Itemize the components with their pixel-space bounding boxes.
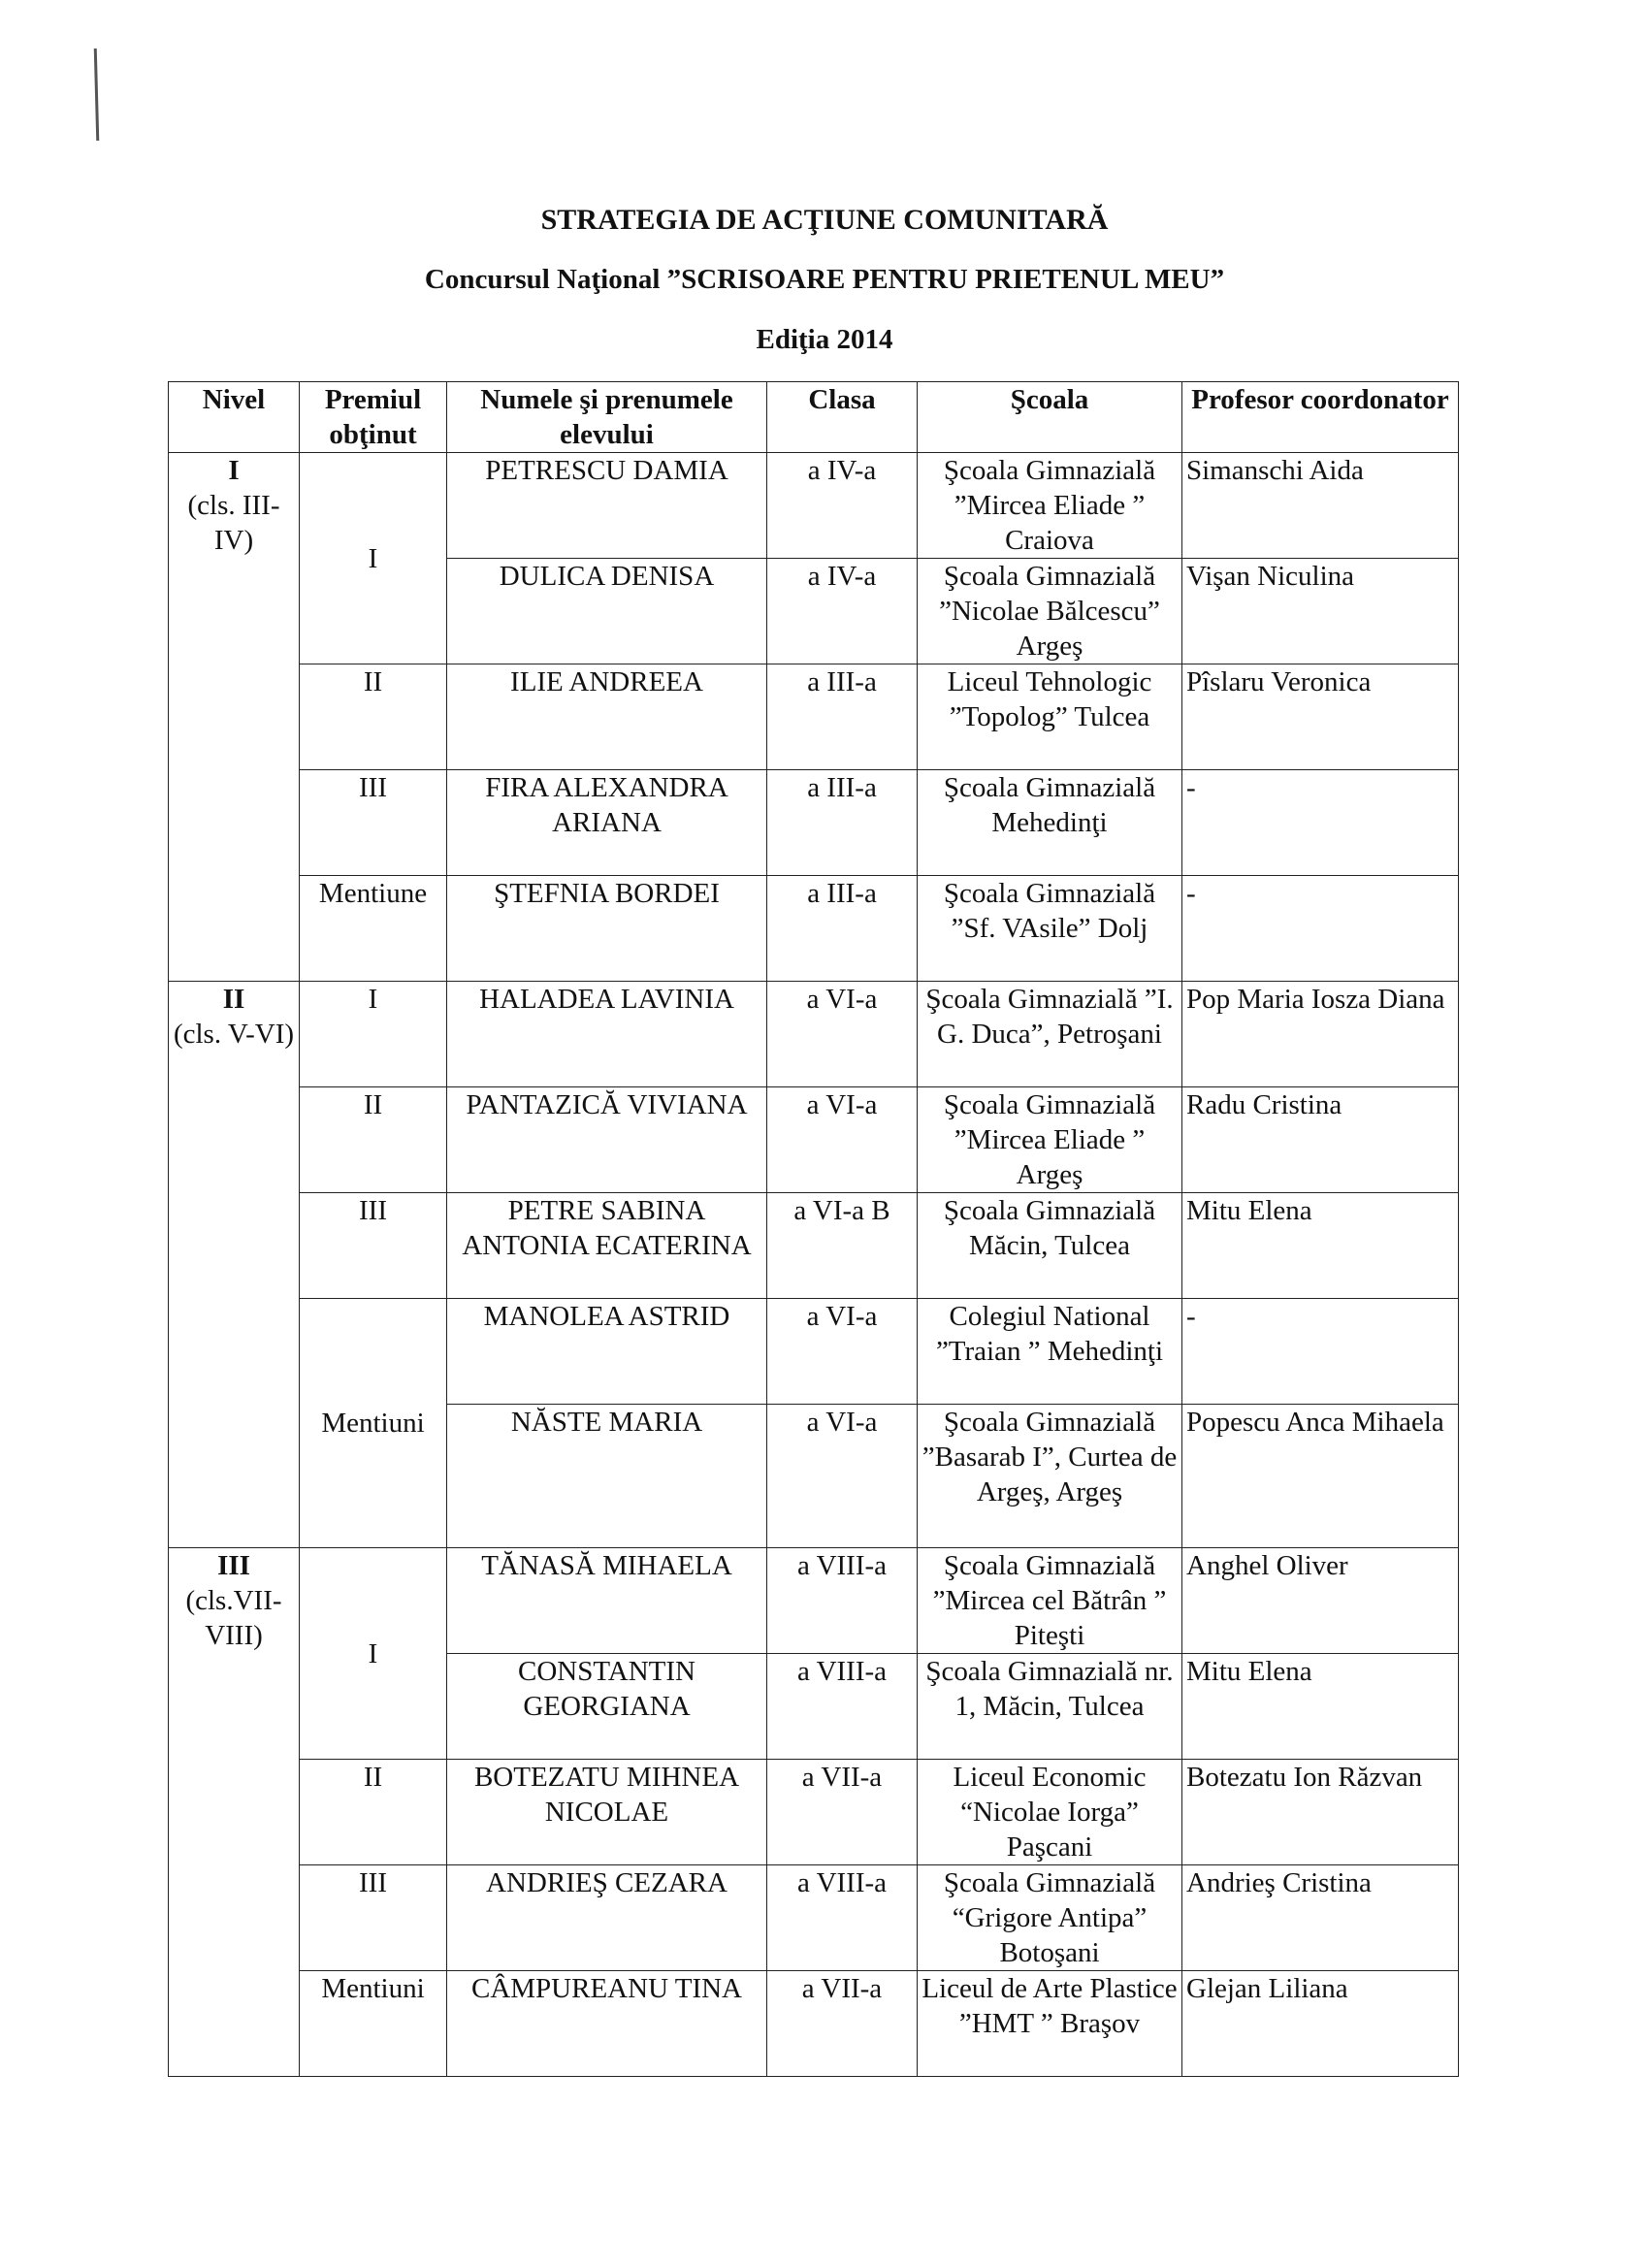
level-cell [169, 1548, 300, 2077]
prize-cell: Mentiune [300, 876, 447, 982]
student-school: Şcoala Gimnazială ”Basarab I”, Curtea de Argeş, Argeş [918, 1405, 1182, 1548]
prize-cell: III [300, 1193, 447, 1299]
student-class: a III-a [767, 876, 918, 982]
student-name: PETRESCU DAMIA [447, 453, 767, 559]
header-nivel: Nivel [169, 382, 300, 453]
level-classes: (cls. V-VI) [173, 1019, 295, 1050]
table-row [169, 1971, 1459, 2077]
table-row [169, 1865, 1459, 1971]
student-school: Şcoala Gimnazială ”Sf. VAsile” Dolj [918, 876, 1182, 982]
prize-cell: II [300, 664, 447, 770]
prize-cell: I [300, 453, 447, 664]
student-school: Colegiul National ”Traian ” Mehedinţi [918, 1299, 1182, 1405]
student-name: PETRE SABINA ANTONIA ECATERINA [447, 1193, 767, 1299]
scan-artifact-line [94, 49, 99, 141]
student-name: CÂMPUREANU TINA [447, 1971, 767, 2077]
student-name: CONSTANTIN GEORGIANA [447, 1654, 767, 1760]
prize-cell: III [300, 1865, 447, 1971]
student-name: NĂSTE MARIA [447, 1405, 767, 1548]
table-row [169, 453, 1459, 559]
coordinator: Andrieş Cristina [1182, 1865, 1459, 1971]
table-row [169, 1299, 1459, 1405]
student-school: Şcoala Gimnazială ”Mircea Eliade ” Craiova [918, 453, 1182, 559]
student-class: a VIII-a [767, 1548, 918, 1654]
student-class: a III-a [767, 770, 918, 876]
coordinator: Radu Cristina [1182, 1087, 1459, 1193]
student-school: Şcoala Gimnazială Mehedinţi [918, 770, 1182, 876]
student-school: Şcoala Gimnazială ”Mircea cel Bătrân ” Piteşti [918, 1548, 1182, 1654]
coordinator: - [1182, 770, 1459, 876]
header-profesor: Profesor coordonator [1182, 382, 1459, 453]
student-school: Şcoala Gimnazială ”Mircea Eliade ” Argeş [918, 1087, 1182, 1193]
student-class: a VIII-a [767, 1654, 918, 1760]
student-school: Liceul Tehnologic ”Topolog” Tulcea [918, 664, 1182, 770]
student-class: a IV-a [767, 559, 918, 664]
coordinator: - [1182, 1299, 1459, 1405]
student-class: a III-a [767, 664, 918, 770]
student-name: BOTEZATU MIHNEA NICOLAE [447, 1760, 767, 1865]
table-row [169, 770, 1459, 876]
student-name: ANDRIEŞ CEZARA [447, 1865, 767, 1971]
student-class: a VI-a B [767, 1193, 918, 1299]
level-roman: II [222, 984, 245, 1015]
student-name: HALADEA LAVINIA [447, 982, 767, 1087]
table-row [169, 664, 1459, 770]
coordinator: Simanschi Aida [1182, 453, 1459, 559]
level-cell [169, 982, 300, 1548]
student-name: TĂNASĂ MIHAELA [447, 1548, 767, 1654]
student-name: ILIE ANDREEA [447, 664, 767, 770]
coordinator: Mitu Elena [1182, 1654, 1459, 1760]
level-classes: (cls. III-IV) [187, 490, 280, 556]
coordinator: Glejan Liliana [1182, 1971, 1459, 2077]
student-school: Liceul de Arte Plastice ”HMT ” Braşov [918, 1971, 1182, 2077]
student-school: Şcoala Gimnazială ”I. G. Duca”, Petroşani [918, 982, 1182, 1087]
prize-cell: II [300, 1760, 447, 1865]
prize-cell: I [300, 1548, 447, 1760]
header-nume: Numele şi prenumele elevului [447, 382, 767, 453]
document-edition: Ediţia 2014 [756, 324, 893, 355]
table-row [169, 1087, 1459, 1193]
table-row [169, 1760, 1459, 1865]
results-table [168, 381, 1459, 2077]
prize-cell: III [300, 770, 447, 876]
student-class: a VII-a [767, 1760, 918, 1865]
student-class: a VI-a [767, 1405, 918, 1548]
coordinator: Mitu Elena [1182, 1193, 1459, 1299]
student-school: Şcoala Gimnazială “Grigore Antipa” Botoşani [918, 1865, 1182, 1971]
student-class: a VI-a [767, 982, 918, 1087]
prize-cell: I [300, 982, 447, 1087]
student-school: Şcoala Gimnazială ”Nicolae Bălcescu” Argeş [918, 559, 1182, 664]
student-name: FIRA ALEXANDRA ARIANA [447, 770, 767, 876]
student-school: Şcoala Gimnazială nr. 1, Măcin, Tulcea [918, 1654, 1182, 1760]
coordinator: Vişan Niculina [1182, 559, 1459, 664]
coordinator: Anghel Oliver [1182, 1548, 1459, 1654]
student-class: a VII-a [767, 1971, 918, 2077]
student-school: Şcoala Gimnazială Măcin, Tulcea [918, 1193, 1182, 1299]
level-roman: III [217, 1550, 250, 1581]
table-row [169, 1548, 1459, 1654]
prize-cell: Mentiuni [300, 1299, 447, 1548]
table-row [169, 982, 1459, 1087]
prize-cell: Mentiuni [300, 1971, 447, 2077]
student-name: ŞTEFNIA BORDEI [447, 876, 767, 982]
level-cell [169, 453, 300, 982]
student-class: a VI-a [767, 1087, 918, 1193]
table-row [169, 1193, 1459, 1299]
student-name: PANTAZICĂ VIVIANA [447, 1087, 767, 1193]
document-title: STRATEGIA DE ACŢIUNE COMUNITARĂ [540, 204, 1109, 236]
prize-cell: II [300, 1087, 447, 1193]
coordinator: Pop Maria Iosza Diana [1182, 982, 1459, 1087]
student-class: a VIII-a [767, 1865, 918, 1971]
header-clasa: Clasa [767, 382, 918, 453]
header-premiul: Premiul obţinut [300, 382, 447, 453]
coordinator: Popescu Anca Mihaela [1182, 1405, 1459, 1548]
header-scoala: Şcoala [918, 382, 1182, 453]
document-subtitle: Concursul Naţional ”SCRISOARE PENTRU PRIETENUL MEU” [424, 264, 1225, 295]
coordinator: Pîslaru Veronica [1182, 664, 1459, 770]
level-classes: (cls.VII-VIII) [185, 1585, 282, 1651]
student-name: MANOLEA ASTRID [447, 1299, 767, 1405]
level-roman: I [228, 455, 240, 486]
table-header-row [169, 382, 1459, 453]
student-class: a IV-a [767, 453, 918, 559]
coordinator: Botezatu Ion Răzvan [1182, 1760, 1459, 1865]
student-name: DULICA DENISA [447, 559, 767, 664]
student-school: Liceul Economic “Nicolae Iorga” Paşcani [918, 1760, 1182, 1865]
coordinator: - [1182, 876, 1459, 982]
table-row [169, 876, 1459, 982]
student-class: a VI-a [767, 1299, 918, 1405]
